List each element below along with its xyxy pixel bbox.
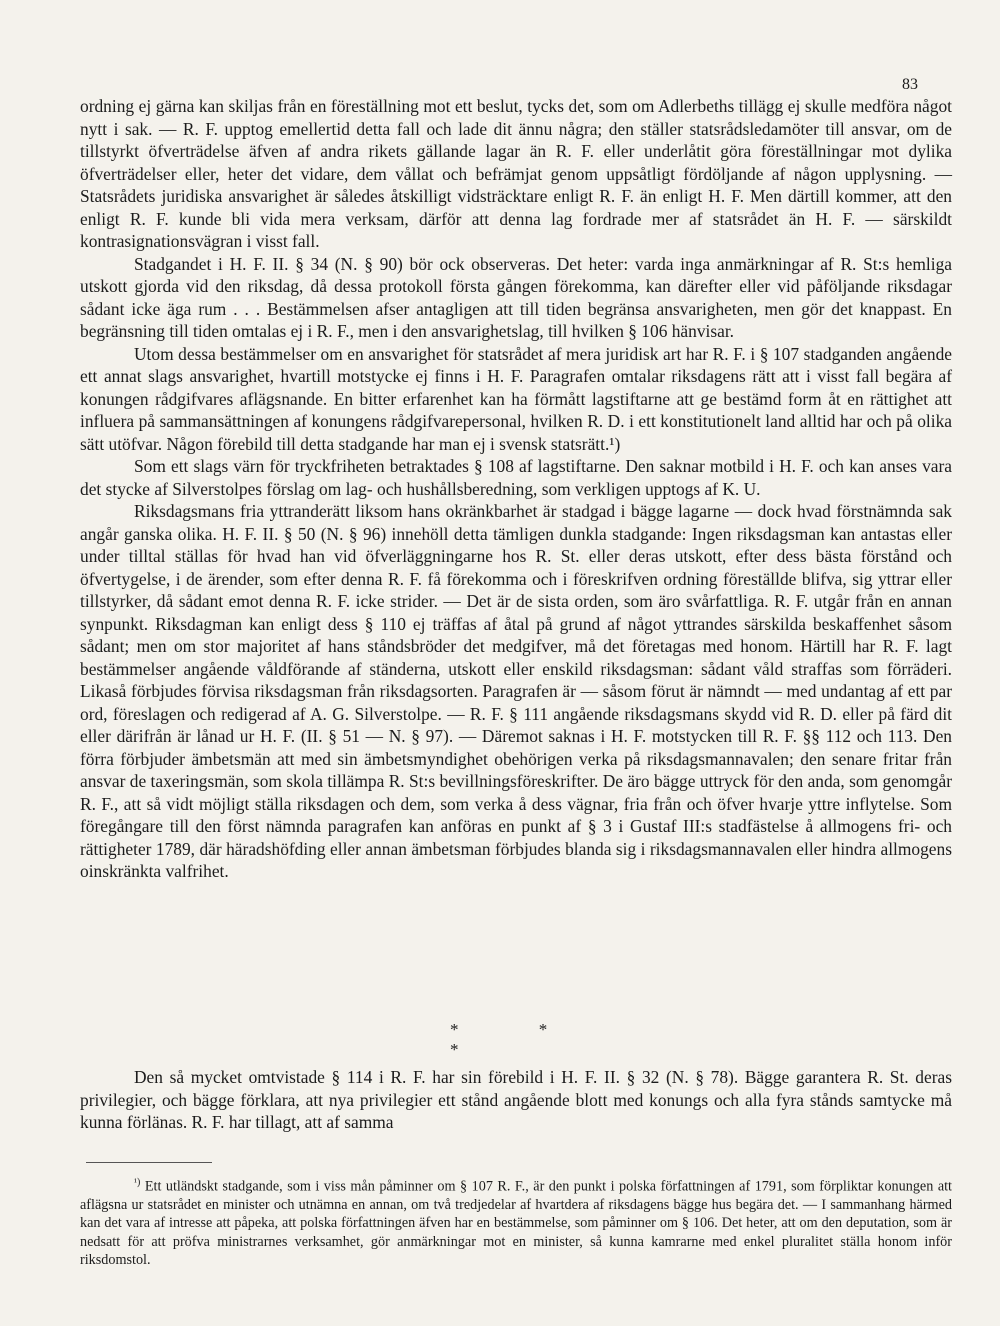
footnote-text: Ett utländskt stadgande, som i viss mån påminner om § 107 R. F., är den punkt i polska författningen af 1791, som förpliktar konungen att aflägsna ur statsrådet en minister och utnämna en annan, om två tredjedelar af hvartdera af riksdagens bägge hus begära det. — I sammanhang härmed kan det vara af intresse att påpeka, att polska författningen äfven har en bestämmelse, som påminner om § 106. Det heter, att om den deputation, som är nedsatt för att pröfva ministrarnes verksamhet, gör anmärkningar mot en minister, så kunna kamrarne med enkel pluralitet ställa honom inför riksdomstol. xyxy=(80,1178,953,1268)
body-paragraph: Som ett slags värn för tryckfriheten betraktades § 108 af lagstiftarne. Den saknar motbild i H. F. och kan anses vara det stycke af Silverstolpes förslag om lag- och hushållsberedning, som verkligen upptogs af K. U. xyxy=(80,456,952,499)
page-number: 83 xyxy=(902,76,918,93)
body-paragraph: Riksdagsmans fria yttranderätt liksom hans okränkbarhet är stadgad i bägge lagarne — dock hvad förstnämnda sak angår ganska olika. H. F. II. § 50 (N. § 96) innehöll detta tämligen dunkla stadgande: Ingen riksdagsman kan antastas eller under tilltal ställas för hvad han vid öfverläggningarne hos R. St. eller deras utskott, efter dess bästa förstånd och öfvertygelse, i de ärender, som efter denna R. F. få förekomma och i föreskrifven ordning föreställde blifva, sig yttrar eller tillstyrker, då sådant emot denna R. F. icke strider. — Det är de sista orden, som äro svårfattliga. R. F. utgår från en annan synpunkt. Riksdagman kan enligt dess § 110 ej träffas af åtal på grund af något yttrandes särskilda beskaffenhet såsom sådant; men om stor majoritet af hans ståndsbröder det medgifver, må det företagas med honom. Härtill har R. F. lagt bestämmelser angående våldförande af ständerna, utskott eller enskild riksdagsman: sådant våld straffas som förräderi. Likaså förbjudes förvisa riksdagsman från riksdagsorten. Paragrafen är — såsom förut är nämndt — med undantag af ett par ord, föreslagen och redigerad af A. G. Silverstolpe. — R. F. § 111 angående riksdagsmans skydd vid R. D. eller på färd dit eller därifrån är lånad ur H. F. (II. § 51 — N. § 97). — Däremot saknas i H. F. motstycken till R. F. §§ 112 och 113. Den förra förbjuder ämbetsmän att med sin ämbetsmyndighet obehörigen verka på riksdagsmannavalen; den senare fritar från ansvar de taxeringsmän, som skola tillämpa R. St:s bevillningsföreskrifter. De äro bägge uttryck för den anda, som genomgår R. F., att så vidt möjligt ställa riksdagen och dem, som verka å dess vägnar, fria från och öfver hvarje yttre inflytelse. Som föregångare till den först nämnda paragrafen kan anföras en punkt af § 3 i Gustaf III:s stadfästelse å allmogens fri- och rättigheter 1789, där häradshöfding eller annan ämbetsman förbjudes blanda sig i riksdagsmannavalen eller hindra allmogens oinskränkta valfrihet. xyxy=(80,501,952,881)
closing-text xyxy=(80,1066,952,1134)
body-paragraph: Den så mycket omtvistade § 114 i R. F. har sin förebild i H. F. II. § 32 (N. § 78). Bägge garantera R. St. deras privilegier, och bägge förklara, att nya privilegier ett stånd angående blott med konungs och alla fyra stånds samtycke må kunna förlänas. R. F. har tillagt, att af samma xyxy=(80,1067,952,1132)
body-paragraph: Stadgandet i H. F. II. § 34 (N. § 90) bör ock observeras. Det heter: varda inga anmärkningar af R. St:s hemliga utskott gjorda vid den riksdag, då dessa protokoll första gången förekomma, kan därefter eller vid påföljande riksdagar sådant icke äga rum . . . Bestämmelsen afser antagligen att till tiden begränsa ansvarigheten, men gör det knappast. En begränsning till tiden omtalas ej i R. F., men i den ansvarighetslag, till hvilken § 106 hänvisar. xyxy=(80,253,952,341)
section-separator: * * * xyxy=(450,1020,586,1059)
footnote-marker: ¹) xyxy=(134,1177,141,1188)
footnote xyxy=(80,1174,952,1269)
body-paragraph: ordning ej gärna kan skiljas från en föreställning mot ett beslut, tycks det, som om Adlerbeths tillägg ej skulle medföra något nytt i sak. — R. F. upptog emellertid detta fall och lade dit ännu några; den ställer statsrådsledamöter till ansvar, om de tillstyrkt öfverträdelse äfven af andra rikets gällande lagar än R. F. eller underlåtit göra föreställningar mot dylika öfverträdelser eller, heter det vidare, dem vållat och befrämjat genom uppsåtligt fördöljande af någon upplysning. — Statsrådets juridiska ansvarighet är således åtskilligt vidsträcktare enligt R. F. än enligt H. F. Men därtill kommer, att den enligt R. F. kunde bli vida mera verksam, därför att denna lag fordrade mer af statsrådet än H. F. — särskildt kontrasignationsvägran i visst fall. xyxy=(80,96,952,251)
footnotes xyxy=(80,1174,952,1269)
body-paragraph: Utom dessa bestämmelser om en ansvarighet för statsrådet af mera juridisk art har R. F. i § 107 stadganden angående ett annat slags ansvarighet, hvartill motstycke ej finns i H. F. Paragrafen omtalar riksdagens rätt att i visst fall begära af konungen rådgifvares aflägsnande. En bitter erfarenhet kan ha förmått lagstiftarne att ge bestämd form åt en rättighet att influera på sammansättningen af konungens rådgifvarepersonal, hvilken R. D. i ett konstitutionelt land alltid har och på olika sätt utöfvar. Någon förebild till detta stadgande har man ej i svensk statsrätt.¹) xyxy=(80,343,952,454)
main-text xyxy=(80,95,952,883)
footnote-divider xyxy=(86,1162,212,1163)
